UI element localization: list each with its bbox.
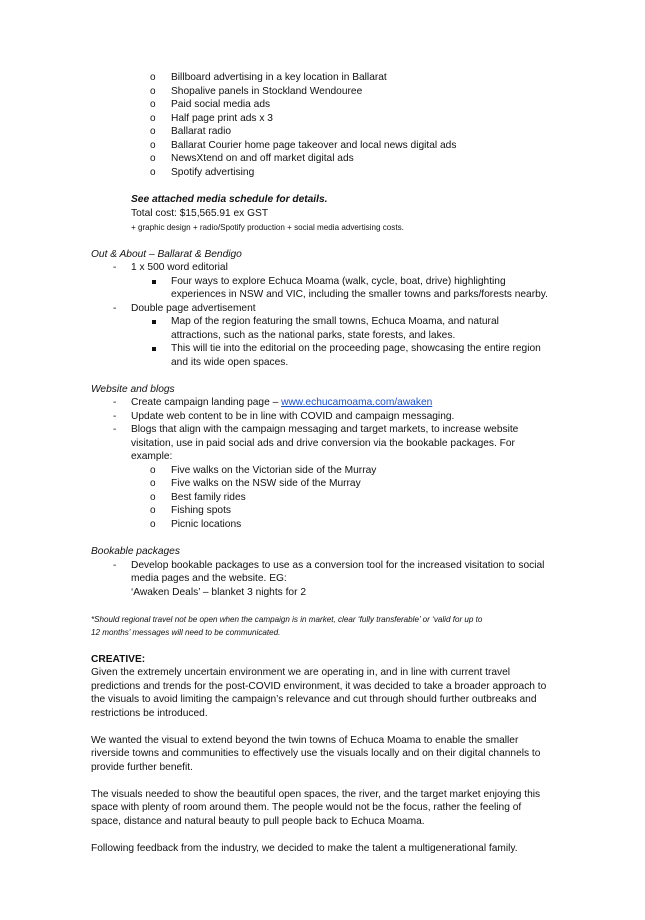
campaign-list-item: Ballarat radio bbox=[171, 126, 232, 137]
circle-bullet-icon: o bbox=[150, 167, 156, 178]
dash-bullet-icon: - bbox=[113, 262, 117, 273]
total-cost: Total cost: $15,565.91 ex GST bbox=[131, 208, 269, 219]
out-about-item: 1 x 500 word editorial bbox=[131, 262, 228, 273]
out-about-heading: Out & About – Ballarat & Bendigo bbox=[91, 249, 242, 260]
creative-paragraph: riverside towns and communities to effectively use the visuals locally and on their digital channels to bbox=[91, 748, 541, 759]
square-bullet-icon bbox=[152, 320, 156, 324]
out-about-item: Double page advertisement bbox=[131, 303, 256, 314]
media-schedule-note: See attached media schedule for details. bbox=[131, 194, 328, 205]
circle-bullet-icon: o bbox=[150, 153, 156, 164]
circle-bullet-icon: o bbox=[150, 113, 156, 124]
out-about-subitem: attractions, such as the national parks, state forests, and lakes. bbox=[171, 330, 456, 341]
circle-bullet-icon: o bbox=[150, 505, 156, 516]
creative-paragraph: predictions and trends for the post-COVID environment, it was decided to take a broader approach to bbox=[91, 681, 547, 692]
circle-bullet-icon: o bbox=[150, 478, 156, 489]
circle-bullet-icon: o bbox=[150, 72, 156, 83]
circle-bullet-icon: o bbox=[150, 99, 156, 110]
blog-item: Picnic locations bbox=[171, 519, 242, 530]
out-about-subitem: experiences in NSW and VIC, including the smaller towns and parks/forests nearby. bbox=[171, 289, 548, 300]
packages-heading: Bookable packages bbox=[91, 546, 180, 557]
circle-bullet-icon: o bbox=[150, 126, 156, 137]
travel-note: 12 months’ messages will need to be communicated. bbox=[91, 628, 281, 637]
out-about-subitem: This will tie into the editorial on the proceeding page, showcasing the entire region bbox=[171, 343, 541, 354]
landing-page-text: Create campaign landing page – bbox=[131, 397, 282, 408]
dash-bullet-icon: - bbox=[113, 411, 117, 422]
packages-item: Develop bookable packages to use as a conversion tool for the increased visitation to social bbox=[131, 560, 545, 571]
creative-paragraph: restrictions be introduced. bbox=[91, 708, 208, 719]
creative-paragraph: The visuals needed to show the beautiful open spaces, the river, and the target market enjoying this bbox=[91, 789, 541, 800]
website-item bbox=[131, 396, 432, 410]
creative-paragraph: space with plenty of room around them. The people would not be the focus, rather the feeling of bbox=[91, 802, 522, 813]
circle-bullet-icon: o bbox=[150, 492, 156, 503]
campaign-list-item: Shopalive panels in Stockland Wendouree bbox=[171, 86, 363, 97]
website-heading: Website and blogs bbox=[91, 384, 175, 395]
dash-bullet-icon: - bbox=[113, 303, 117, 314]
cost-note: + graphic design + radio/Spotify production + social media advertising costs. bbox=[131, 223, 404, 232]
website-item: visitation, use in paid social ads and drive conversion via the bookable packages. For bbox=[131, 438, 515, 449]
campaign-list-item: Ballarat Courier home page takeover and local news digital ads bbox=[171, 140, 457, 151]
creative-paragraph: Following feedback from the industry, we decided to make the talent a multigenerational family. bbox=[91, 843, 518, 854]
packages-item: media pages and the website. EG: bbox=[131, 573, 287, 584]
dash-bullet-icon: - bbox=[113, 424, 117, 435]
dash-bullet-icon: - bbox=[113, 560, 117, 571]
website-item: Blogs that align with the campaign messaging and target markets, to increase website bbox=[131, 424, 519, 435]
blog-item: Fishing spots bbox=[171, 505, 232, 516]
campaign-list-item: Paid social media ads bbox=[171, 99, 271, 110]
creative-heading: CREATIVE: bbox=[91, 654, 146, 665]
square-bullet-icon bbox=[152, 280, 156, 284]
travel-note: *Should regional travel not be open when the campaign is in market, clear ‘fully transferable’ or ‘valid for up to bbox=[91, 615, 483, 624]
blog-item: Five walks on the NSW side of the Murray bbox=[171, 478, 361, 489]
creative-paragraph: provide further benefit. bbox=[91, 762, 193, 773]
campaign-list-item: Spotify advertising bbox=[171, 167, 255, 178]
packages-item: ‘Awaken Deals’ – blanket 3 nights for 2 bbox=[131, 587, 306, 598]
circle-bullet-icon: o bbox=[150, 86, 156, 97]
website-item: Update web content to be in line with COVID and campaign messaging. bbox=[131, 411, 455, 422]
creative-paragraph: We wanted the visual to extend beyond the twin towns of Echuca Moama to enable the smaller bbox=[91, 735, 519, 746]
creative-paragraph: Given the extremely uncertain environment we are operating in, and in line with current travel bbox=[91, 667, 511, 678]
blog-item: Five walks on the Victorian side of the Murray bbox=[171, 465, 377, 476]
circle-bullet-icon: o bbox=[150, 465, 156, 476]
website-item: example: bbox=[131, 451, 173, 462]
circle-bullet-icon: o bbox=[150, 140, 156, 151]
campaign-list-item: NewsXtend on and off market digital ads bbox=[171, 153, 354, 164]
dash-bullet-icon: - bbox=[113, 397, 117, 408]
blog-item: Best family rides bbox=[171, 492, 246, 503]
creative-paragraph: the visuals to avoid limiting the campaign’s relevance and cut through should further outbreaks and bbox=[91, 694, 537, 705]
creative-paragraph: space, distance and natural beauty to pull people back to Echuca Moama. bbox=[91, 816, 425, 827]
out-about-subitem: Four ways to explore Echuca Moama (walk, cycle, boat, drive) highlighting bbox=[171, 276, 506, 287]
campaign-list-item: Billboard advertising in a key location in Ballarat bbox=[171, 72, 387, 83]
landing-page-link[interactable]: www.echucamoama.com/awaken bbox=[281, 397, 433, 408]
square-bullet-icon bbox=[152, 347, 156, 351]
campaign-list-item: Half page print ads x 3 bbox=[171, 113, 273, 124]
circle-bullet-icon: o bbox=[150, 519, 156, 530]
out-about-subitem: and its wide open spaces. bbox=[171, 357, 289, 368]
out-about-subitem: Map of the region featuring the small towns, Echuca Moama, and natural bbox=[171, 316, 499, 327]
